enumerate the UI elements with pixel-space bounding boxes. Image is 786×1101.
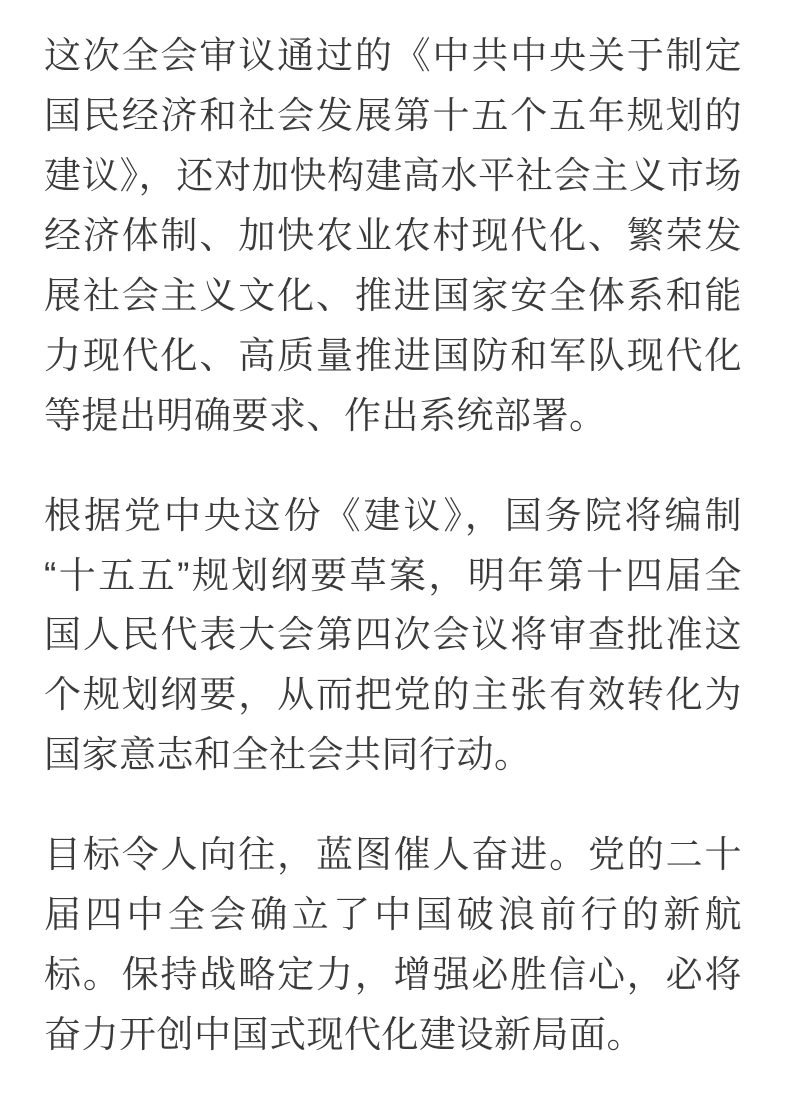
article-paragraph: 根据党中央这份《建议》，国务院将编制“十五五”规划纲要草案，明年第十四届全国人民代表大会第四次会议将审查批准这个规划纲要，从而把党的主张有效转化为国家意志和全社会共同行动。 xyxy=(44,494,742,776)
article-paragraph: 这次全会审议通过的《中共中央关于制定国民经济和社会发展第十五个五年规划的建议》，还对加快构建高水平社会主义市场经济体制、加快农业农村现代化、繁荣发展社会主义文化、推进国家安全体系和能力现代化、高质量推进国防和军队现代化等提出明确要求、作出系统部署。 xyxy=(44,35,742,436)
article-paragraph: 目标令人向往，蓝图催人奋进。党的二十届四中全会确立了中国破浪前行的新航标。保持战略定力，增强必胜信心，必将奋力开创中国式现代化建设新局面。 xyxy=(44,834,742,1056)
